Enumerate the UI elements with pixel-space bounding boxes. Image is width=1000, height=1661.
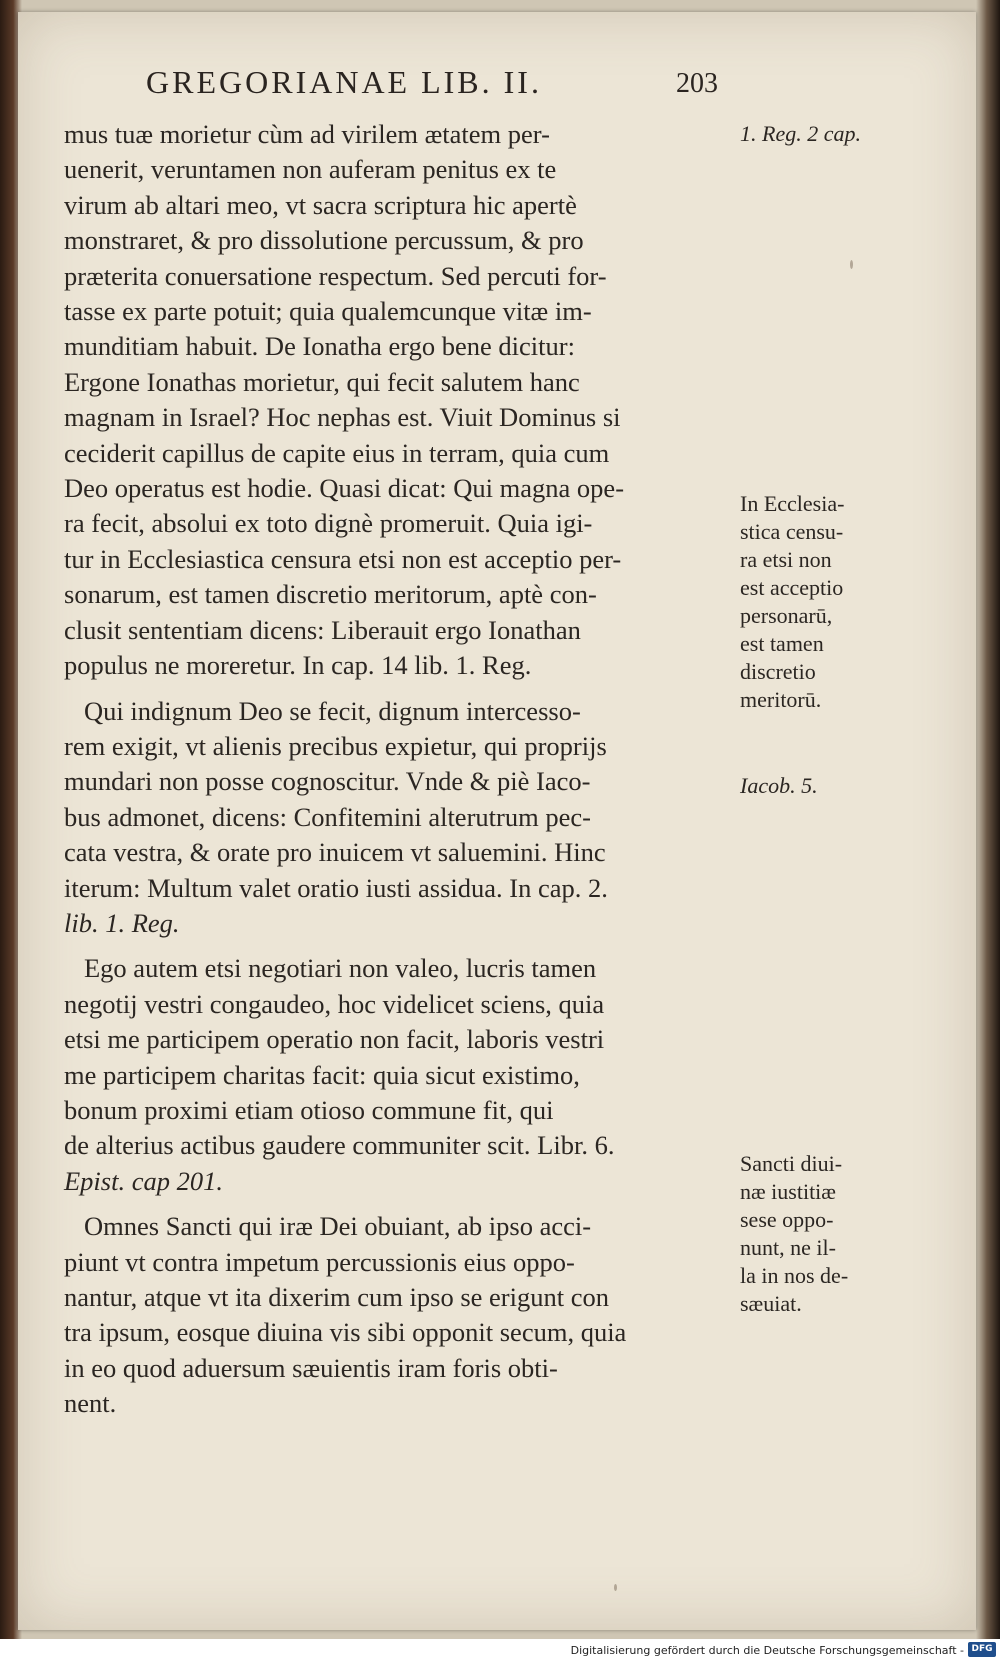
text-line: virum ab altari meo, vt sacra scriptura hic apertè [64, 189, 577, 220]
text-line: de alterius actibus gaudere communiter scit. Libr. 6. [64, 1130, 615, 1161]
text-line: monstraret, & pro dissolutione percussum, & pro [64, 225, 584, 256]
text-line: me participem charitas facit: quia sicut existimo, [64, 1059, 580, 1090]
text-line: tasse ex parte potuit; quia qualemcunque vitæ im- [64, 296, 592, 327]
text-line: rem exigit, vt alienis precibus expietur, qui proprijs [64, 730, 607, 761]
text-line: piunt vt contra impetum percussionis eius oppo- [64, 1246, 575, 1277]
margin-note-line: Sancti diui- [740, 1151, 843, 1176]
text-line: præterita conuersatione respectum. Sed percuti for- [64, 260, 607, 291]
text-line: Deo operatus est hodie. Quasi dicat: Qui magna ope- [64, 473, 625, 504]
margin-note [740, 490, 844, 714]
paper-speck [614, 1584, 617, 1591]
book-page [18, 12, 976, 1630]
text-line: lib. 1. Reg. [64, 907, 180, 938]
paragraph [64, 694, 732, 942]
margin-note-line: stica censu- [740, 519, 844, 544]
text-line: nantur, atque vt ita dixerim cum ipso se erigunt con [64, 1282, 609, 1312]
text-line: tra ipsum, eosque diuina vis sibi opponit secum, quia [64, 1317, 627, 1348]
text-line: Epist. cap 201. [64, 1165, 223, 1196]
text-line: Omnes Sancti qui iræ Dei obuiant, ab ipso acci- [84, 1211, 592, 1242]
margin-note [740, 120, 861, 148]
margin-note-line: 1. Reg. 2 cap. [740, 121, 861, 146]
text-line: in eo quod aduersum sæuientis iram foris obti- [64, 1352, 558, 1383]
margin-note-line: discretio [740, 659, 816, 684]
text-line: magnam in Israel? Hoc nephas est. Viuit Dominus si [64, 402, 621, 433]
text-line: mus tuæ morietur cùm ad virilem ætatem per- [64, 119, 550, 149]
margin-note-line: sese oppo- [740, 1207, 834, 1232]
dfg-logo-icon: DFG [968, 1642, 996, 1657]
book-edge-right [976, 0, 1000, 1661]
paragraph [64, 117, 732, 684]
text-line: mundari non posse cognoscitur. Vnde & piè Iaco- [64, 766, 591, 797]
paragraph [64, 951, 732, 1199]
paragraph [64, 1209, 732, 1421]
margin-note-line: la in nos de- [740, 1263, 849, 1288]
running-head: GREGORIANAE LIB. II. [146, 64, 542, 100]
margin-note-line: In Ecclesia- [740, 491, 845, 516]
footer-credit: Digitalisierung gefördert durch die Deutsche Forschungsgemeinschaft - [570, 1644, 964, 1657]
text-line: ra fecit, absolui ex toto dignè promeruit. Quia igi- [64, 508, 593, 539]
text-line: cata vestra, & orate pro inuicem vt saluemini. Hinc [64, 837, 606, 868]
text-line: sonarum, est tamen discretio meritorum, aptè con- [64, 579, 597, 610]
margin-note-line: est tamen [740, 631, 824, 656]
margin-note-line: Iacob. 5. [740, 773, 818, 798]
margin-note-line: ra etsi non [740, 547, 832, 572]
digitization-footer [0, 1639, 1000, 1661]
text-line: Qui indignum Deo se fecit, dignum intercesso- [84, 695, 581, 726]
text-line: iterum: Multum valet oratio iusti assidua. In cap. 2. [64, 872, 608, 903]
margin-note-line: nunt, ne il- [740, 1235, 836, 1260]
page-header [146, 64, 746, 104]
text-line: negotij vestri congaudeo, hoc videlicet sciens, quia [64, 988, 605, 1019]
margin-note-line: sæuiat. [740, 1291, 802, 1316]
text-line: uenerit, veruntamen non auferam penitus ex te [64, 154, 557, 185]
margin-note [740, 1150, 848, 1318]
text-line: munditiam habuit. De Ionatha ergo bene dicitur: [64, 331, 575, 362]
margin-note-line: est acceptio [740, 575, 844, 600]
margin-note-line: næ iustitiæ [740, 1179, 836, 1204]
text-line: bonum proximi etiam otioso commune fit, qui [64, 1094, 554, 1125]
text-line: etsi me participem operatio non facit, laboris vestri [64, 1024, 605, 1055]
margin-note-line: personarū, [740, 603, 833, 628]
text-line: bus admonet, dicens: Confitemini alterutrum pec- [64, 801, 591, 832]
text-line: Ergone Ionathas morietur, qui fecit salutem hanc [64, 366, 580, 397]
text-line: clusit sententiam dicens: Liberauit ergo Ionathan [64, 614, 581, 645]
margin-note-line: meritorū. [740, 687, 822, 712]
paper-speck [850, 260, 853, 269]
main-text [64, 117, 732, 1422]
text-line: ceciderit capillus de capite eius in terram, quia cum [64, 437, 610, 468]
margin-note [740, 772, 818, 800]
text-line: populus ne moreretur. In cap. 14 lib. 1. Reg. [64, 650, 532, 681]
text-line: Ego autem etsi negotiari non valeo, lucris tamen [84, 953, 597, 984]
text-line: nent. [64, 1388, 117, 1419]
text-line: tur in Ecclesiastica censura etsi non est acceptio per- [64, 543, 622, 574]
page-number: 203 [676, 68, 718, 99]
